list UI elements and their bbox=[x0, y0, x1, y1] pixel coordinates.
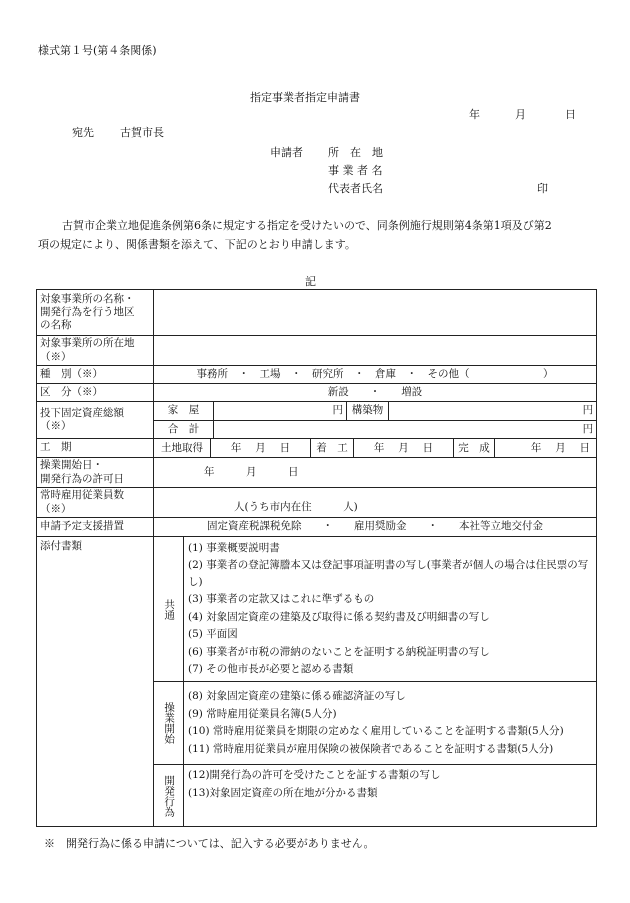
structure-amount-field[interactable]: 円 bbox=[389, 402, 597, 421]
addressee-prefix: 宛先 bbox=[72, 126, 94, 139]
investment-label: 投下固定資産総額 （※） bbox=[37, 402, 154, 439]
seal-mark: 印 bbox=[537, 182, 548, 195]
list-item: (4) 対象固定資産の建築及び取得に係る契約書及び明細書の写し bbox=[188, 610, 490, 623]
total-label: 合 計 bbox=[154, 421, 214, 439]
list-item: (7) その他市長が必要と認める書類 bbox=[188, 663, 354, 675]
building-amount-field[interactable]: 円 bbox=[214, 402, 347, 421]
facility-location-field[interactable] bbox=[154, 336, 597, 366]
operation-start-date[interactable]: 年 月 日 bbox=[154, 458, 597, 488]
application-form-table bbox=[36, 289, 597, 827]
start-label: 着 工 bbox=[311, 439, 354, 457]
completion-date[interactable]: 年 月 日 bbox=[530, 442, 591, 454]
facility-location-label: 対象事業所の所在地 （※） bbox=[37, 336, 154, 366]
date-day: 日 bbox=[565, 108, 576, 121]
footnote: ※ 開発行為に係る申請については、記入する必要がありません。 bbox=[44, 837, 375, 850]
attachments-group-operation: 操業開始 bbox=[154, 682, 184, 765]
form-number: 様式第１号(第４条関係) bbox=[38, 44, 157, 57]
attachments-group-development: 開発行為 bbox=[154, 765, 184, 827]
structure-label: 構築物 bbox=[347, 402, 389, 421]
type-label: 種 別（※） bbox=[37, 366, 154, 384]
ki-heading: 記 bbox=[305, 275, 316, 288]
list-item: (1) 事業概要説明書 bbox=[188, 541, 280, 554]
total-amount-field[interactable]: 円 bbox=[214, 421, 597, 439]
employees-field[interactable]: 人(うち市内在住 人) bbox=[154, 488, 597, 518]
row-facility-name bbox=[37, 290, 597, 336]
row-employees bbox=[37, 488, 597, 518]
applicant-label: 申請者 bbox=[270, 146, 303, 159]
row-construction bbox=[37, 439, 597, 458]
facility-name-label: 対象事業所の名称・ 開発行為を行う地区 の名称 bbox=[37, 290, 154, 336]
attachments-group-common: 共通 bbox=[154, 537, 184, 682]
support-options[interactable]: 固定資産税課税免除 ・ 雇用奨励金 ・ 本社等立地交付金 bbox=[154, 518, 597, 537]
list-item: (8) 対象固定資産の建築に係る確認済証の写し bbox=[188, 690, 406, 702]
list-item: (5) 平面図 bbox=[188, 628, 238, 640]
category-options[interactable]: 新設 ・ 増設 bbox=[154, 384, 597, 402]
attachments-common-list bbox=[184, 537, 597, 682]
start-date[interactable]: 年 月 日 bbox=[354, 439, 454, 457]
addressee-name: 古賀市長 bbox=[120, 126, 164, 139]
attachments-operation-list bbox=[184, 682, 597, 765]
building-label: 家 屋 bbox=[154, 402, 214, 421]
operation-start-label: 操業開始日・ 開発行為の許可日 bbox=[37, 458, 154, 488]
land-acquisition-label: 土地取得 bbox=[154, 439, 211, 457]
construction-label: 工 期 bbox=[37, 439, 154, 458]
list-item: (3) 事業者の定款又はこれに準ずるもの bbox=[188, 593, 375, 605]
list-item: (13)対象固定資産の所在地が分かる書類 bbox=[188, 786, 378, 799]
business-name-label: 事 業 者 名 bbox=[328, 164, 383, 177]
category-label: 区 分（※） bbox=[37, 384, 154, 402]
row-type bbox=[37, 366, 597, 384]
employees-label: 常時雇用従業員数 （※） bbox=[37, 488, 154, 518]
facility-name-field[interactable] bbox=[154, 290, 597, 336]
attachments-label: 添付書類 bbox=[37, 537, 154, 827]
completion-label: 完 成 bbox=[454, 439, 495, 457]
land-acquisition-date[interactable]: 年 月 日 bbox=[211, 439, 311, 457]
construction-period bbox=[154, 439, 596, 457]
row-facility-location bbox=[37, 336, 597, 366]
attachments-development-list bbox=[184, 765, 597, 827]
row-support bbox=[37, 518, 597, 537]
list-item: (11) 常時雇用従業員が雇用保険の被保険者であることを証明する書類(5人分) bbox=[188, 742, 554, 755]
list-item: (6) 事業者が市税の滞納のないことを証明する納税証明書の写し bbox=[188, 645, 490, 658]
list-item: (12)開発行為の許可を受けたことを証する書類の写し bbox=[188, 769, 441, 781]
page-title: 指定事業者指定申請書 bbox=[250, 91, 360, 104]
type-options[interactable]: 事務所 ・ 工場 ・ 研究所 ・ 倉庫 ・ その他（ ） bbox=[154, 366, 597, 384]
address-label: 所 在 地 bbox=[328, 146, 383, 159]
row-investment-building bbox=[37, 402, 597, 421]
row-category bbox=[37, 384, 597, 402]
body-text-line1: 古賀市企業立地促進条例第6条に規定する指定を受けたいので、同条例施行規則第4条第1項及び第2 bbox=[62, 219, 552, 232]
list-item: (9) 常時雇用従業員名簿(5人分) bbox=[188, 707, 337, 720]
row-operation-start bbox=[37, 458, 597, 488]
representative-label: 代表者氏名 bbox=[328, 182, 383, 195]
list-item: (2) 事業者の登記簿謄本又は登記事項証明書の写し(事業者が個人の場合は住民票の写し) bbox=[188, 559, 589, 588]
date-month: 月 bbox=[515, 108, 526, 121]
body-text-line2: 項の規定により、関係書類を添えて、下記のとおり申請します。 bbox=[38, 238, 356, 251]
row-attachments-common bbox=[37, 537, 597, 682]
support-label: 申請予定支援措置 bbox=[37, 518, 154, 537]
list-item: (10) 常時雇用従業員を期限の定めなく雇用していることを証明する書類(5人分) bbox=[188, 725, 564, 737]
date-year: 年 bbox=[469, 108, 480, 121]
